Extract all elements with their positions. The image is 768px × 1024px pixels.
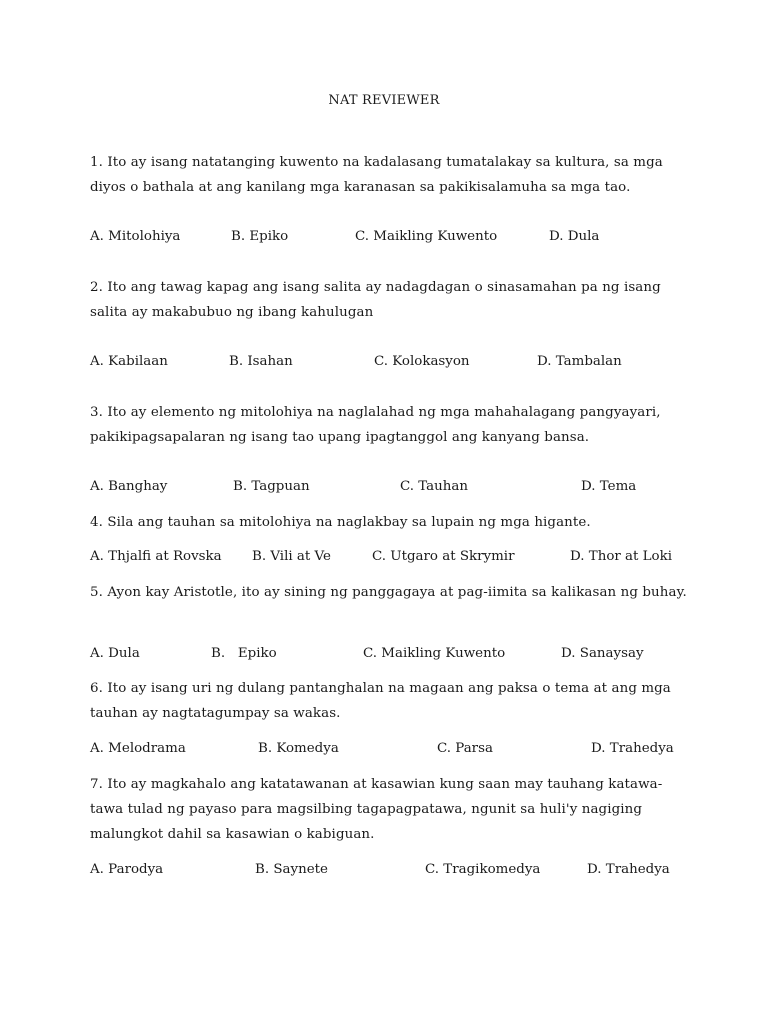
option-b: B. Isahan [229, 354, 293, 369]
question-5-options [90, 646, 690, 666]
question-6-options [90, 741, 690, 761]
option-d: D. Trahedya [587, 862, 670, 877]
option-a: A. Dula [90, 646, 140, 661]
question-1-options [90, 229, 690, 249]
option-b: B. Epiko [231, 229, 289, 244]
option-c: C. Tauhan [400, 479, 469, 494]
option-d: D. Dula [549, 229, 600, 244]
question-5-text: 5. Ayon kay Aristotle, ito ay sining ng panggagaya at pag-iimita sa kalikasan ng buhay. [90, 585, 687, 600]
question-2-text: 2. Ito ang tawag kapag ang isang salita ay nadagdagan o sinasamahan pa ng isang salita ay makabubuo ng ibang kahulugan [90, 280, 661, 320]
question-4-text: 4. Sila ang tauhan sa mitolohiya na naglakbay sa lupain ng mga higante. [90, 515, 591, 530]
option-d: D. Trahedya [591, 741, 674, 756]
option-c: C. Maikling Kuwento [363, 646, 506, 661]
option-d: D. Tambalan [537, 354, 622, 369]
question-3-text: 3. Ito ay elemento ng mitolohiya na naglalahad ng mga mahahalagang pangyayari, pakikipagsapalaran ng isang tao upang ipagtanggol ang kanyang bansa. [90, 405, 661, 445]
question-2-options [90, 354, 690, 374]
option-b: B. Saynete [255, 862, 328, 877]
option-a: A. Banghay [90, 479, 168, 494]
option-d: D. Sanaysay [561, 646, 644, 661]
option-a: A. Melodrama [90, 741, 186, 756]
question-4-options [90, 549, 690, 569]
option-a: A. Mitolohiya [90, 229, 181, 244]
question-7-options [90, 862, 690, 882]
option-b: B. Epiko [211, 646, 277, 661]
option-c: C. Parsa [437, 741, 493, 756]
option-c: C. Kolokasyon [374, 354, 470, 369]
option-c: C. Tragikomedya [425, 862, 541, 877]
option-b: B. Vili at Ve [252, 549, 331, 564]
page-title: NAT REVIEWER [328, 93, 440, 108]
option-b: B. Tagpuan [233, 479, 310, 494]
question-7-text: 7. Ito ay magkahalo ang katatawanan at kasawian kung saan may tauhang katawa-tawa tulad ng payaso para magsilbing tagapagpatawa, ngunit sa huli'y nagiging malungkot dahil sa kasawian o kabiguan. [90, 777, 663, 842]
question-3-options [90, 479, 690, 499]
question-6-text: 6. Ito ay isang uri ng dulang pantanghalan na magaan ang paksa o tema at ang mga tauhan ay nagtatagumpay sa wakas. [90, 681, 671, 721]
option-b: B. Komedya [258, 741, 339, 756]
option-a: A. Kabilaan [90, 354, 168, 369]
option-d: D. Tema [581, 479, 637, 494]
question-1-text: 1. Ito ay isang natatanging kuwento na kadalasang tumatalakay sa kultura, sa mga diyos o bathala at ang kanilang mga karanasan sa pakikisalamuha sa mga tao. [90, 155, 663, 195]
option-c: C. Utgaro at Skrymir [372, 549, 515, 564]
option-a: A. Parodya [90, 862, 164, 877]
option-c: C. Maikling Kuwento [355, 229, 498, 244]
option-a: A. Thjalfi at Rovska [90, 549, 222, 564]
option-d: D. Thor at Loki [570, 549, 673, 564]
